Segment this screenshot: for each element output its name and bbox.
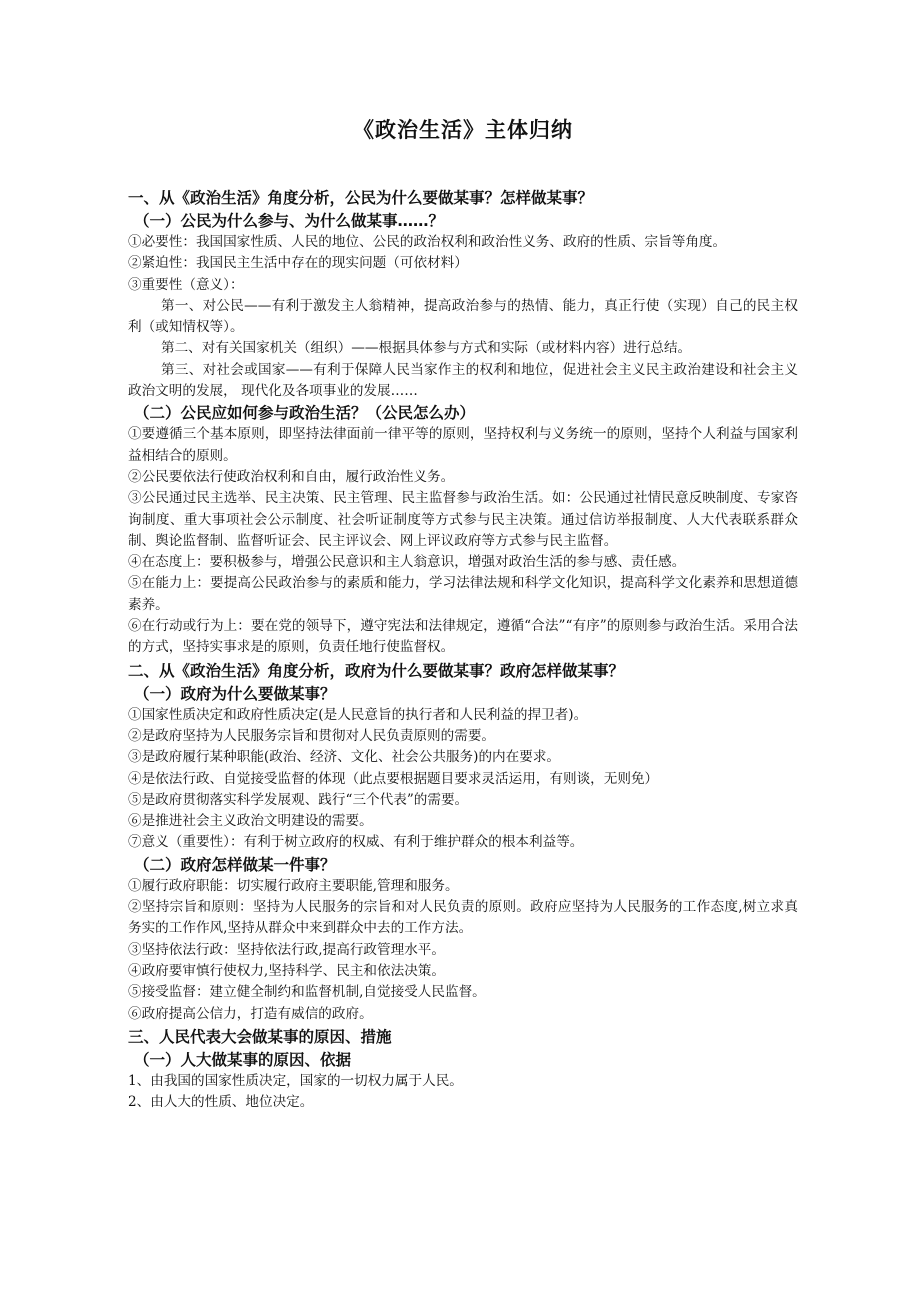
paragraph: ④在态度上：要积极参与，增强公民意识和主人翁意识，增强对政治生活的参与感、责任感。	[128, 554, 686, 571]
document-title: 《政治生活》主体归纳	[353, 118, 573, 142]
paragraph: ①履行政府职能：切实履行政府主要职能,管理和服务。	[128, 877, 459, 894]
paragraph: ⑤接受监督：建立健全制约和监督机制,自觉接受人民监督。	[128, 984, 486, 1001]
paragraph: ③公民通过民主选举、民主决策、民主管理、民主监督参与政治生活。如：公民通过社情民意反映制度、专家咨询制度、重大事项社会公示制度、社会听证制度等方式参与民主决策。通过信访举报制度、人大代表联系群众制、舆论监督制、监督听证会、民主评议会、网上评议政府等方式参与民主监督。	[128, 490, 798, 549]
paragraph: ④政府要审慎行使权力,坚持科学、民主和依法决策。	[128, 962, 445, 979]
paragraph: 1、由我国的国家性质决定，国家的一切权力属于人民。	[128, 1072, 463, 1089]
paragraph: ①要遵循三个基本原则，即坚持法律面前一律平等的原则，坚持权利与义务统一的原则，坚持个人利益与国家利益相结合的原则。	[128, 426, 798, 464]
paragraph: ①必要性：我国国家性质、人民的地位、公民的政治权利和政治性义务、政府的性质、宗旨等角度。	[128, 234, 727, 250]
paragraph: ⑤在能力上：要提高公民政治参与的素质和能力，学习法律法规和科学文化知识，提高科学文化素养和思想道德素养。	[128, 575, 798, 613]
paragraph: 第三、对社会或国家——有利于保障人民当家作主的权利和地位，促进社会主义民主政治建设和社会主义政治文明的发展， 现代化及各项事业的发展……	[128, 361, 798, 400]
paragraph: ⑥政府提高公信力，打造有威信的政府。	[128, 1005, 373, 1022]
paragraph: 2、由人大的性质、地位决定。	[128, 1094, 314, 1111]
paragraph: ②是政府坚持为人民服务宗旨和贯彻对人民负责原则的需要。	[128, 727, 496, 744]
paragraph: ②紧迫性：我国民主生活中存在的现实问题（可依材料）	[128, 255, 468, 272]
section-2-2-heading: （二）政府怎样做某一件事？	[134, 855, 336, 874]
section-3-1-heading: （一）人大做某事的原因、依据	[134, 1050, 352, 1069]
paragraph: ②坚持宗旨和原则：坚持为人民服务的宗旨和对人民负责的原则。政府应坚持为人民服务的工作态度,树立求真务实的工作作风,坚持从群众中来到群众中去的工作方法。	[128, 899, 798, 937]
paragraph: ④是依法行政、自觉接受监督的体现（此点要根据题目要求灵活运用，有则谈，无则免）	[128, 770, 659, 787]
paragraph: ③重要性（意义）：	[128, 276, 244, 293]
section-1-1-heading: （一）公民为什么参与、为什么做某事……？	[134, 212, 445, 230]
paragraph: 第二、对有关国家机关（组织）——根据具体参与方式和实际（或材料内容）进行总结。	[161, 340, 692, 357]
paragraph: ②公民要依法行使政治权利和自由，履行政治性义务。	[128, 468, 455, 485]
section-2-heading: 二、从《政治生活》角度分析，政府为什么要做某事？政府怎样做某事？	[128, 661, 625, 680]
paragraph: ③是政府履行某种职能(政治、经济、文化、社会公共服务)的内在要求。	[128, 749, 561, 766]
paragraph: ⑥在行动或行为上：要在党的领导下，遵守宪法和法律规定，遵循“合法”“有序”的原则参与政治生活。采用合法的方式，坚持实事求是的原则，负责任地行使监督权。	[128, 618, 798, 656]
section-3-heading: 三、人民代表大会做某事的原因、措施	[128, 1027, 392, 1046]
paragraph: 第一、对公民——有利于激发主人翁精神，提高政治参与的热情、能力，真正行使（实现）自己的民主权利（或知情权等）。	[128, 297, 798, 336]
paragraph: ③坚持依法行政：坚持依法行政,提高行政管理水平。	[128, 941, 445, 958]
section-1-2-heading: （二）公民应如何参与政治生活？（公民怎么办）	[134, 404, 476, 423]
paragraph: ①国家性质决定和政府性质决定(是人民意旨的执行者和人民利益的捍卫者)。	[128, 706, 588, 723]
paragraph: ⑥是推进社会主义政治文明建设的需要。	[128, 813, 373, 830]
paragraph: ⑤是政府贯彻落实科学发展观、践行“三个代表”的需要。	[128, 791, 469, 808]
document-body	[128, 186, 798, 1113]
section-2-1-heading: （一）政府为什么要做某事？	[134, 684, 336, 703]
paragraph: ⑦意义（重要性）：有利于树立政府的权威、有利于维护群众的根本利益等。	[128, 834, 584, 851]
section-1-heading: 一、从《政治生活》角度分析，公民为什么要做某事？怎样做某事？	[128, 189, 594, 207]
